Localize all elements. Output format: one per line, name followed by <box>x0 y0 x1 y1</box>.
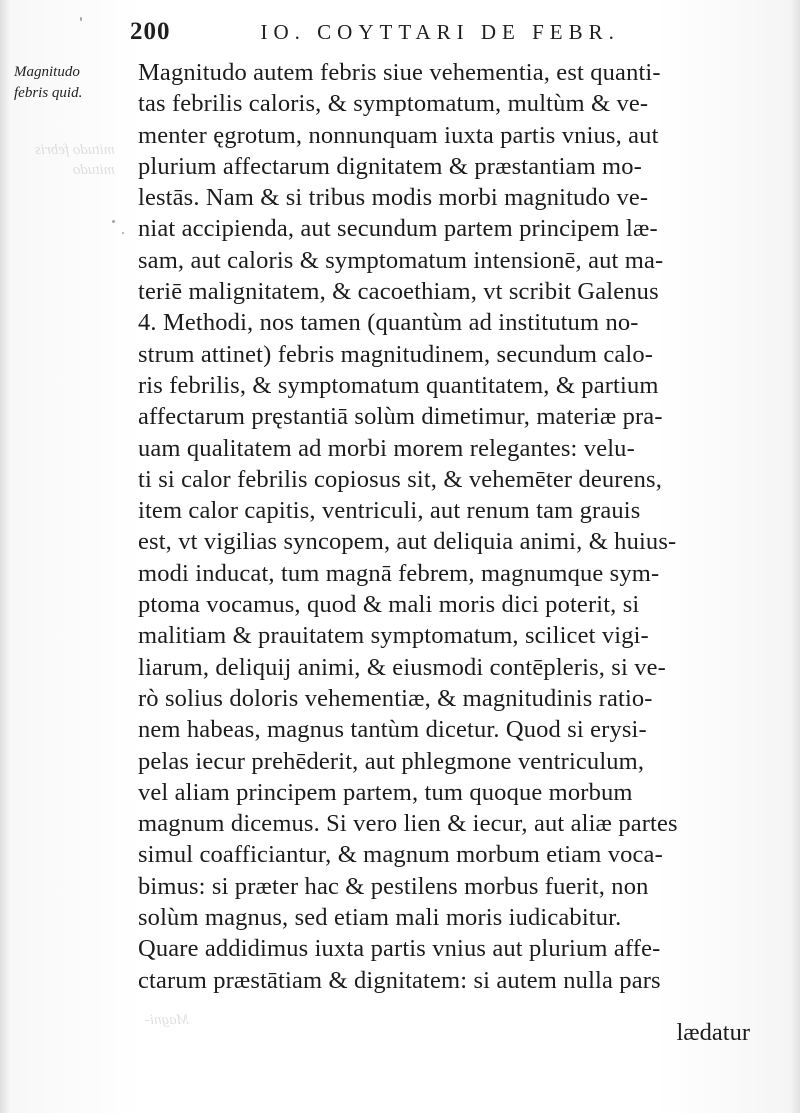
text-line: tas febrilis caloris, & symptomatum, multùm & ve- <box>138 90 649 118</box>
text-line: Quare addidimus iuxta partis vnius aut plurium affe- <box>138 935 661 963</box>
text-line: ris febrilis, & symptomatum quantitatem, & partium <box>138 371 659 399</box>
text-line: est, vt vigilias syncopem, aut deliquia animi, & huius- <box>138 528 677 556</box>
ink-speck <box>122 232 124 234</box>
text-line: lestās. Nam & si tribus modis morbi magnitudo ve- <box>138 184 649 212</box>
text-line: liarum, deliquij animi, & eiusmodi contēpleris, si ve- <box>138 653 666 681</box>
text-line: uam qualitatem ad morbi morem relegantes: velu- <box>138 434 635 462</box>
ink-speck <box>112 220 115 223</box>
text-line: solùm magnus, sed etiam mali moris iudicabitur. <box>138 904 622 932</box>
text-line: magnum dicemus. Si vero lien & iecur, aut aliæ partes <box>138 810 678 838</box>
show-through-ink-bottom: Magni- <box>145 1012 190 1028</box>
text-line: menter ęgrotum, nonnunquam iuxta partis vnius, aut <box>138 121 659 149</box>
text-line: modi inducat, tum magnā febrem, magnumque sym- <box>138 559 660 587</box>
text-line: rò solius doloris vehementiæ, & magnitudinis ratio- <box>138 684 653 712</box>
marginal-note-line-1: Magnitudo <box>14 64 80 80</box>
text-line: ctarum præstātiam & dignitatem: si autem nulla pars <box>138 966 661 994</box>
text-line: ti si calor febrilis copiosus sit, & vehemēter deurens, <box>138 465 662 493</box>
text-line: malitiam & prauitatem symptomatum, scilicet vigi- <box>138 622 649 650</box>
text-line: nem habeas, magnus tantùm dicetur. Quod si erysi- <box>138 716 647 744</box>
right-page-edge-shadow <box>790 0 800 1113</box>
marginal-note-line-2: febris quid. <box>14 85 83 101</box>
text-line: sam, aut caloris & symptomatum intensionē, aut ma- <box>138 246 664 274</box>
text-line: strum attinet) febris magnitudinem, secundum calo- <box>138 340 654 368</box>
text-line: bimus: si præter hac & pestilens morbus fuerit, non <box>138 872 649 900</box>
text-line: vel aliam principem partem, tum quoque morbum <box>138 778 633 806</box>
main-text-block <box>138 57 748 996</box>
text-line: plurium affectarum dignitatem & præstantiam mo- <box>138 152 642 180</box>
text-line: simul coafficiantur, & magnum morbum etiam voca- <box>138 841 663 869</box>
text-line: niat accipienda, aut secundum partem principem læ- <box>138 215 658 243</box>
text-line: item calor capitis, ventriculi, aut renum tam grauis <box>138 497 641 525</box>
text-line: ptoma vocamus, quod & mali moris dici poterit, si <box>138 591 640 619</box>
ink-speck <box>80 17 82 21</box>
marginal-note <box>14 62 124 104</box>
show-through-ink-top: mitudo febris mitudo <box>35 142 115 178</box>
text-line: teriē malignitatem, & cacoethiam, vt scribit Galenus <box>138 278 659 306</box>
running-head <box>130 18 650 52</box>
text-line: 4. Methodi, nos tamen (quantùm ad institutum no- <box>138 309 639 337</box>
catchword: lædatur <box>676 1019 750 1046</box>
running-title: IO. COYTTARI DE FEBR. <box>260 20 620 44</box>
text-line: pelas iecur prehēderit, aut phlegmone ventriculum, <box>138 747 645 775</box>
left-page-edge-shadow <box>0 0 10 1113</box>
text-line: affectarum pręstantiā solùm dimetimur, materiæ pra- <box>138 403 663 431</box>
text-line: Magnitudo autem febris siue vehementia, est quanti- <box>138 59 661 86</box>
page-number: 200 <box>130 18 171 45</box>
